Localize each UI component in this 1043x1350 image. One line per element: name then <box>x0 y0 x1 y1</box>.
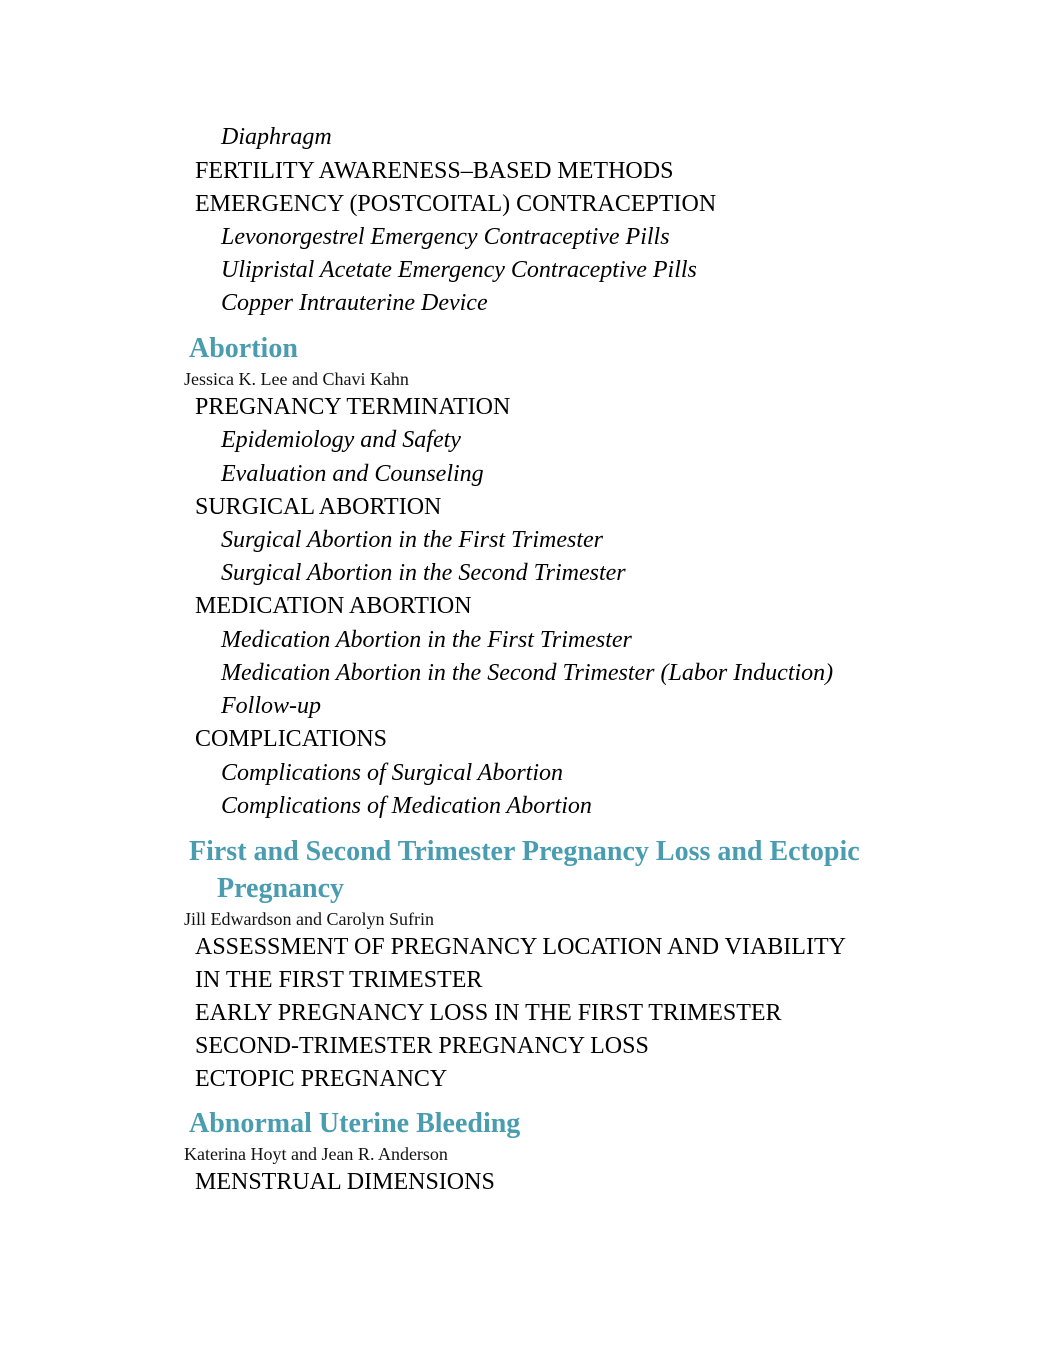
chapter-title: Abortion <box>189 333 298 364</box>
toc-subsection-link[interactable]: Epidemiology and Safety <box>221 427 461 453</box>
toc-section-link[interactable]: MENSTRUAL DIMENSIONS <box>195 1169 495 1195</box>
chapter-title: First and Second Trimester Pregnancy Loss and Ectopic <box>189 836 860 867</box>
toc-section-link[interactable]: EMERGENCY (POSTCOITAL) CONTRACEPTION <box>195 191 717 217</box>
toc-section-link[interactable]: MEDICATION ABORTION <box>195 593 472 619</box>
toc-subsection-link[interactable]: Levonorgestrel Emergency Contraceptive Pills <box>221 224 670 250</box>
toc-subsection-link[interactable]: Ulipristal Acetate Emergency Contraceptive Pills <box>221 257 697 283</box>
chapter-authors: Katerina Hoyt and Jean R. Anderson <box>184 1144 448 1164</box>
chapter-authors: Jill Edwardson and Carolyn Sufrin <box>184 909 434 929</box>
toc-subsection-link[interactable]: Complications of Medication Abortion <box>221 793 592 819</box>
chapter-title: Abnormal Uterine Bleeding <box>189 1108 521 1139</box>
toc-subsection-link[interactable]: Copper Intrauterine Device <box>221 290 488 316</box>
toc-subsection-link[interactable]: Complications of Surgical Abortion <box>221 760 564 786</box>
toc-section-link[interactable]: SECOND-TRIMESTER PREGNANCY LOSS <box>195 1033 649 1059</box>
toc-section-link[interactable]: EARLY PREGNANCY LOSS IN THE FIRST TRIMESTER <box>195 1000 782 1026</box>
toc-section-link[interactable]: PREGNANCY TERMINATION <box>195 394 511 420</box>
toc-section-link[interactable]: ECTOPIC PREGNANCY <box>195 1066 448 1092</box>
toc-section-link[interactable]: FERTILITY AWARENESS–BASED METHODS <box>195 158 674 184</box>
toc-subsection-link[interactable]: Surgical Abortion in the Second Trimester <box>221 560 626 586</box>
toc-section-link[interactable]: SURGICAL ABORTION <box>195 494 442 520</box>
toc-subsection-link[interactable]: Diaphragm <box>221 124 332 150</box>
toc-section-link[interactable]: IN THE FIRST TRIMESTER <box>195 967 483 993</box>
toc-subsection-link[interactable]: Follow-up <box>221 693 321 719</box>
chapter-title-continued: Pregnancy <box>217 873 345 904</box>
toc-subsection-link[interactable]: Medication Abortion in the Second Trimester (Labor Induction) <box>221 660 834 686</box>
toc-subsection-link[interactable]: Surgical Abortion in the First Trimester <box>221 527 604 553</box>
toc-section-link[interactable]: ASSESSMENT OF PREGNANCY LOCATION AND VIABILITY <box>195 934 846 960</box>
toc-section-link[interactable]: COMPLICATIONS <box>195 726 388 752</box>
chapter-authors: Jessica K. Lee and Chavi Kahn <box>184 369 409 389</box>
toc-subsection-link[interactable]: Medication Abortion in the First Trimester <box>221 627 632 653</box>
toc-subsection-link[interactable]: Evaluation and Counseling <box>221 461 484 487</box>
